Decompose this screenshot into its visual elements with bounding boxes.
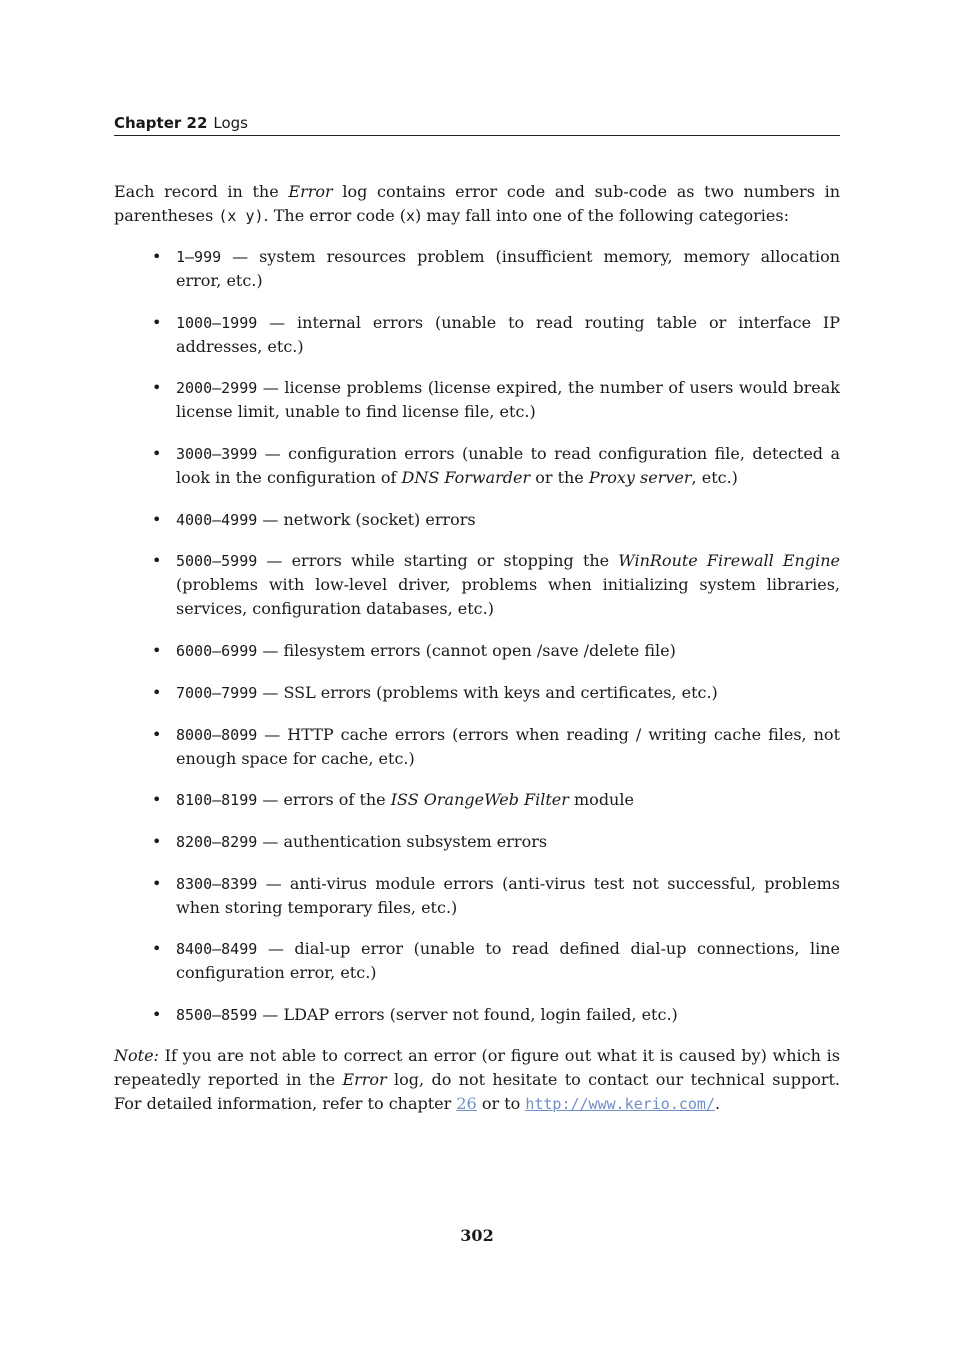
- bullet-icon: •: [152, 682, 162, 702]
- list-item: [114, 639, 840, 663]
- error-range: 3000–3999: [176, 445, 258, 464]
- bullet-icon: •: [152, 247, 162, 266]
- item-text: — dial-up error (unable to read defined dial-up connections, line configuration error, etc.): [176, 939, 840, 983]
- bullet-icon: •: [152, 312, 162, 332]
- error-range: 8100–8199: [176, 791, 258, 810]
- item-text: , etc.): [691, 468, 738, 488]
- chapter-title: Logs: [213, 114, 248, 132]
- bullet-icon: •: [152, 509, 162, 529]
- bullet-icon: •: [152, 444, 162, 464]
- item-text: — errors of the: [257, 790, 391, 810]
- item-text: — HTTP cache errors (errors when reading / writing cache files, not enough space for cache, etc.): [176, 724, 840, 768]
- list-item: [114, 872, 840, 920]
- item-text: (problems with low-level driver, problems when initializing system libraries, services, configuration databases, etc.): [176, 575, 840, 619]
- item-emphasis: ISS OrangeWeb Filter: [390, 790, 569, 810]
- note-text: or to: [476, 1093, 526, 1113]
- intro-text: log contains error code and sub-code as two numbers in parentheses: [114, 182, 840, 225]
- item-text: — authentication subsystem errors: [257, 831, 548, 851]
- intro-paragraph: [114, 180, 840, 228]
- error-range: 2000–2999: [176, 379, 258, 398]
- error-range: 5000–5999: [176, 552, 258, 571]
- intro-code-xy: (x y): [218, 207, 264, 225]
- item-text: module: [568, 790, 634, 810]
- item-emphasis: WinRoute Firewall Engine: [618, 551, 840, 571]
- bullet-icon: •: [152, 724, 162, 744]
- bullet-icon: •: [152, 641, 162, 661]
- item-text: — LDAP errors (server not found, login failed, etc.): [257, 1004, 678, 1024]
- list-item: [114, 830, 840, 854]
- note-paragraph: [114, 1044, 840, 1116]
- intro-code-x: x: [406, 207, 416, 225]
- item-text: — license problems (license expired, the number of users would break license limit, unable to find license file, etc.): [176, 378, 840, 422]
- bullet-icon: •: [152, 831, 162, 851]
- intro-text: . The error code (: [263, 206, 407, 225]
- error-range: 8300–8399: [176, 874, 258, 893]
- item-emphasis: Proxy server: [588, 468, 692, 488]
- error-range: 6000–6999: [176, 642, 258, 661]
- note-text: If you are not able to correct an error (or figure out what it is caused by) which is repeatedly reported in the: [114, 1045, 840, 1089]
- item-text: — configuration errors (unable to read configuration file, detected a look in the configuration of: [176, 444, 840, 488]
- page-number: 302: [460, 1226, 494, 1245]
- error-range: 8400–8499: [176, 940, 258, 959]
- bullet-icon: •: [152, 551, 162, 571]
- intro-error-term: Error: [288, 182, 333, 201]
- kerio-url-link[interactable]: http://www.kerio.com/: [525, 1094, 715, 1113]
- body-text: [114, 180, 840, 1116]
- error-range: 1000–1999: [176, 313, 258, 332]
- error-range: 8500–8599: [176, 1005, 258, 1024]
- bullet-icon: •: [152, 939, 162, 959]
- item-text: — filesystem errors (cannot open /save /delete file): [257, 641, 676, 661]
- item-text: — anti-virus module errors (anti-virus test not successful, problems when storing temporary files, etc.): [176, 873, 840, 917]
- bullet-icon: •: [152, 1004, 162, 1024]
- list-item: [114, 681, 840, 705]
- list-item: [114, 442, 840, 490]
- note-error-term: Error: [342, 1069, 387, 1089]
- error-category-list: [114, 245, 840, 1027]
- intro-text: ) may fall into one of the following categories:: [415, 206, 789, 225]
- intro-text: Each record in the: [114, 182, 289, 201]
- note-label: Note:: [114, 1045, 159, 1065]
- running-header: [114, 113, 840, 136]
- list-item: [114, 937, 840, 985]
- item-text: — internal errors (unable to read routing table or interface IP addresses, etc.): [176, 312, 840, 356]
- error-range: 8200–8299: [176, 832, 258, 851]
- note-text: log, do not hesitate to contact our technical support. For detailed information, refer to chapter: [114, 1069, 841, 1113]
- list-item: [114, 245, 840, 293]
- bullet-icon: •: [152, 378, 162, 398]
- bullet-icon: •: [152, 790, 162, 810]
- list-item: [114, 1003, 840, 1027]
- list-item: [114, 376, 840, 424]
- list-item: [114, 788, 840, 812]
- error-range: 4000–4999: [176, 510, 258, 529]
- error-range: 7000–7999: [176, 683, 258, 702]
- item-text: — SSL errors (problems with keys and certificates, etc.): [257, 682, 718, 702]
- item-emphasis: DNS Forwarder: [401, 468, 531, 488]
- chapter-link[interactable]: 26: [456, 1093, 477, 1113]
- item-text: or the: [530, 468, 589, 488]
- error-range: 8000–8099: [176, 725, 258, 744]
- list-item: [114, 723, 840, 771]
- bullet-icon: •: [152, 873, 162, 893]
- item-text: — system resources problem (insufficient memory, memory allocation error, etc.): [176, 247, 840, 290]
- error-range: 1–999: [176, 248, 222, 266]
- note-text: .: [715, 1093, 721, 1113]
- item-text: — network (socket) errors: [257, 509, 476, 529]
- chapter-number: Chapter 22: [114, 114, 208, 132]
- item-text: — errors while starting or stopping the: [257, 551, 619, 571]
- list-item: [114, 508, 840, 532]
- list-item: [114, 549, 840, 621]
- list-item: [114, 311, 840, 359]
